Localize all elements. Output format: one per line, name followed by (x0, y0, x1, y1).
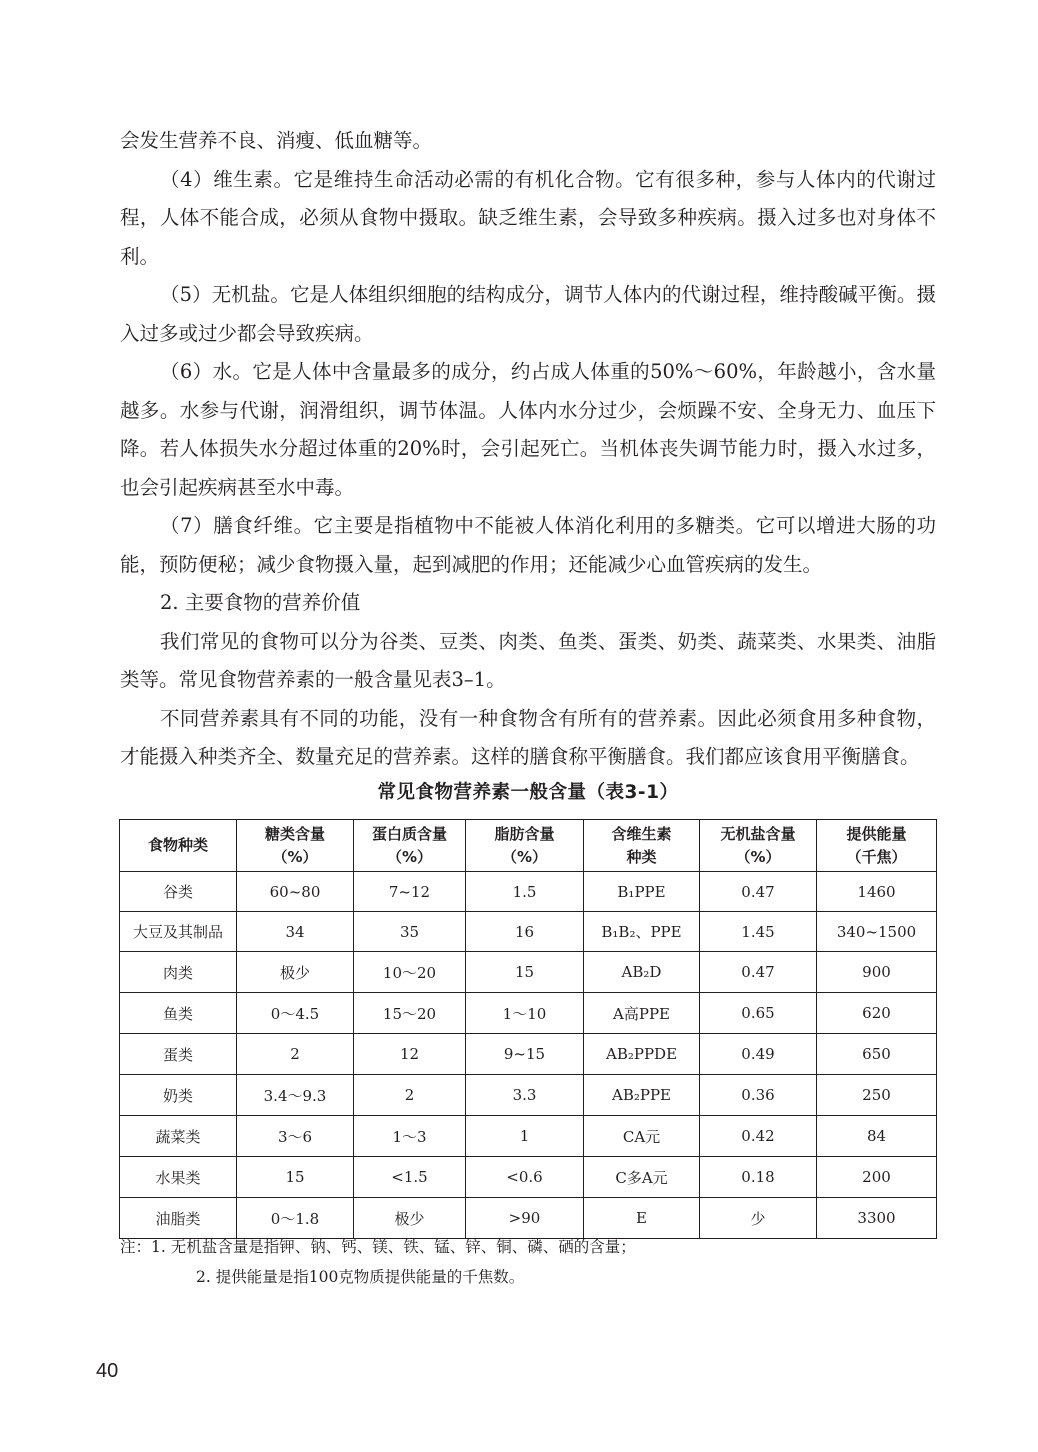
cell-protein: <1.5 (354, 1157, 466, 1198)
cell-energy: 3300 (817, 1198, 937, 1239)
cell-food: 鱼类 (120, 993, 237, 1034)
cell-fat: 1 (466, 1116, 584, 1157)
cell-mineral: 1.45 (700, 912, 817, 952)
cell-food: 蔬菜类 (120, 1116, 237, 1157)
cell-vitamin: CA元 (584, 1116, 700, 1157)
paragraph-minerals: （5）无机盐。它是人体组织细胞的结构成分，调节人体内的代谢过程，维持酸碱平衡。摄入过多或过少都会导致疾病。 (120, 283, 936, 345)
cell-protein: 7~12 (354, 872, 466, 912)
paragraph-vitamins: （4）维生素。它是维持生命活动必需的有机化合物。它有很多种，参与人体内的代谢过程，人体不能合成，必须从食物中摄取。缺乏维生素，会导致多种疾病。摄入过多也对身体不利。 (120, 167, 936, 268)
table-title: 常见食物营养素一般含量（表3-1） (377, 782, 679, 803)
cell-food: 肉类 (120, 952, 237, 993)
cell-sugar: 极少 (237, 952, 354, 993)
cell-energy: 900 (817, 952, 937, 993)
cell-vitamin: AB₂PPDE (584, 1034, 700, 1075)
cell-sugar: 3.4～9.3 (237, 1075, 354, 1116)
header-food-type: 食物种类 (120, 820, 237, 872)
page-number: 40 (96, 1360, 119, 1382)
cell-sugar: 60~80 (237, 872, 354, 912)
table-row (120, 912, 937, 952)
header-mineral: 无机盐含量 （%） (700, 820, 817, 872)
cell-vitamin: C多A元 (584, 1157, 700, 1198)
table-row (120, 872, 937, 912)
cell-food: 大豆及其制品 (120, 912, 237, 952)
cell-mineral: 0.47 (700, 872, 817, 912)
cell-energy: 340~1500 (817, 912, 937, 952)
cell-vitamin: E (584, 1198, 700, 1239)
cell-food: 水果类 (120, 1157, 237, 1198)
cell-fat: 9~15 (466, 1034, 584, 1075)
cell-fat: <0.6 (466, 1157, 584, 1198)
cell-mineral: 0.36 (700, 1075, 817, 1116)
cell-vitamin: A高PPE (584, 993, 700, 1034)
cell-vitamin: AB₂PPE (584, 1075, 700, 1116)
note-1: 注：1. 无机盐含量是指钾、钠、钙、镁、铁、锰、锌、铜、磷、硒的含量； (120, 1238, 636, 1256)
cell-sugar: 3～6 (237, 1116, 354, 1157)
cell-energy: 1460 (817, 872, 937, 912)
cell-sugar: 0～1.8 (237, 1198, 354, 1239)
section-heading: 2. 主要食物的营养价值 (160, 591, 361, 614)
paragraph-water: （6）水。它是人体中含量最多的成分，约占成人体重的50%～60%，年龄越小，含水量越多。水参与代谢，润滑组织，调节体温。人体内水分过少，会烦躁不安、全身无力、血压下降。若人体损失水分超过体重的20%时，会引起死亡。当机体丧失调节能力时，摄入水过多，也会引起疾病甚至水中毒。 (120, 360, 936, 499)
cell-mineral: 0.47 (700, 952, 817, 993)
cell-energy: 200 (817, 1157, 937, 1198)
header-energy: 提供能量 （千焦） (817, 820, 937, 872)
table-row (120, 1075, 937, 1116)
cell-protein: 10～20 (354, 952, 466, 993)
cell-protein: 2 (354, 1075, 466, 1116)
table-header-row (120, 820, 937, 872)
cell-fat: 16 (466, 912, 584, 952)
cell-sugar: 34 (237, 912, 354, 952)
cell-energy: 250 (817, 1075, 937, 1116)
paragraph-balanced-diet: 不同营养素具有不同的功能，没有一种食物含有所有的营养素。因此必须食用多种食物，才能摄入种类齐全、数量充足的营养素。这样的膳食称平衡膳食。我们都应该食用平衡膳食。 (120, 706, 936, 768)
cell-food: 油脂类 (120, 1198, 237, 1239)
cell-protein: 12 (354, 1034, 466, 1075)
cell-protein: 1～3 (354, 1116, 466, 1157)
table-row (120, 952, 937, 993)
paragraph-fiber: （7）膳食纤维。它主要是指植物中不能被人体消化利用的多糖类。它可以增进大肠的功能，预防便秘；减少食物摄入量，起到减肥的作用；还能减少心血管疾病的发生。 (120, 514, 936, 576)
cell-mineral: 0.18 (700, 1157, 817, 1198)
cell-food: 奶类 (120, 1075, 237, 1116)
table-row (120, 1034, 937, 1075)
cell-protein: 极少 (354, 1198, 466, 1239)
cell-food: 蛋类 (120, 1034, 237, 1075)
note-2: 2. 提供能量是指100克物质提供能量的千焦数。 (196, 1268, 525, 1286)
cell-energy: 620 (817, 993, 937, 1034)
table-row (120, 1116, 937, 1157)
table-row (120, 1157, 937, 1198)
cell-mineral: 0.42 (700, 1116, 817, 1157)
header-fat: 脂肪含量 （%） (466, 820, 584, 872)
cell-fat: 1.5 (466, 872, 584, 912)
cell-fat: 15 (466, 952, 584, 993)
cell-protein: 35 (354, 912, 466, 952)
cell-fat: 1～10 (466, 993, 584, 1034)
cell-vitamin: AB₂D (584, 952, 700, 993)
cell-mineral: 少 (700, 1198, 817, 1239)
body-text (120, 122, 936, 777)
cell-fat: >90 (466, 1198, 584, 1239)
cell-sugar: 0～4.5 (237, 993, 354, 1034)
cell-mineral: 0.49 (700, 1034, 817, 1075)
cell-sugar: 2 (237, 1034, 354, 1075)
cell-vitamin: B₁B₂、PPE (584, 912, 700, 952)
header-vitamin: 含维生素 种类 (584, 820, 700, 872)
cell-mineral: 0.65 (700, 993, 817, 1034)
table-row (120, 993, 937, 1034)
header-protein: 蛋白质含量 （%） (354, 820, 466, 872)
cell-energy: 84 (817, 1116, 937, 1157)
nutrient-table (119, 819, 937, 1239)
cell-fat: 3.3 (466, 1075, 584, 1116)
cell-energy: 650 (817, 1034, 937, 1075)
cell-food: 谷类 (120, 872, 237, 912)
cell-vitamin: B₁PPE (584, 872, 700, 912)
paragraph-food-categories: 我们常见的食物可以分为谷类、豆类、肉类、鱼类、蛋类、奶类、蔬菜类、水果类、油脂类等。常见食物营养素的一般含量见表3–1。 (120, 629, 936, 691)
table-notes (120, 1232, 636, 1292)
paragraph-continuation: 会发生营养不良、消瘦、低血糖等。 (120, 129, 433, 152)
cell-protein: 15～20 (354, 993, 466, 1034)
header-sugar: 糖类含量 （%） (237, 820, 354, 872)
cell-sugar: 15 (237, 1157, 354, 1198)
